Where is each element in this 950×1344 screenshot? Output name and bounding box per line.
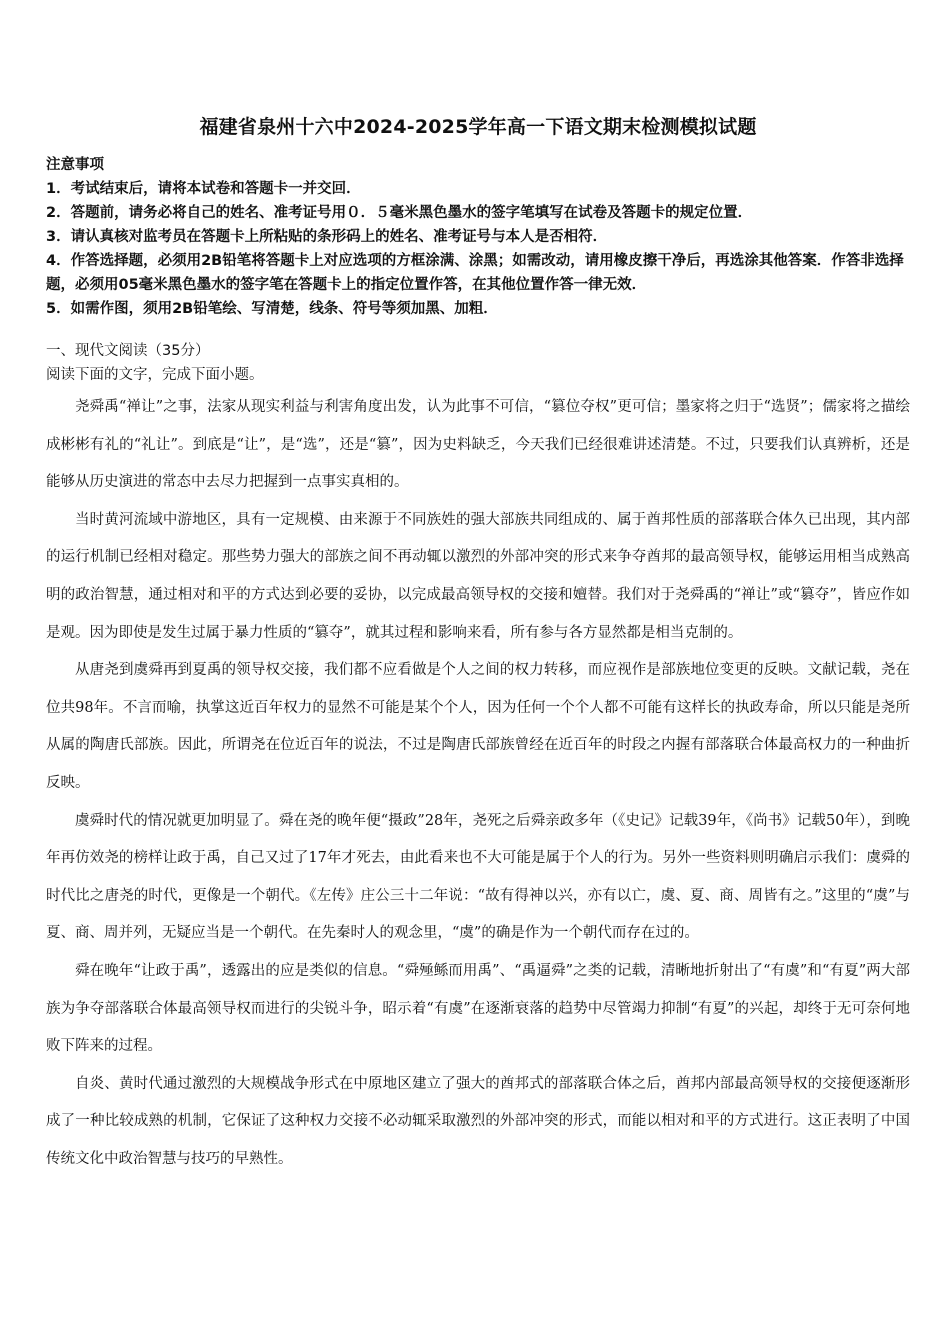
section-heading: 一、现代文阅读（35分）	[46, 343, 210, 359]
passage-paragraph-6: 自炎、黄时代通过激烈的大规模战争形式在中原地区建立了强大的酋邦式的部落联合体之后，酋邦内部最高领导权的交接便逐渐形成了一种比较成熟的机制，它保证了这种权力交接不必动辄采取激烈的外部冲突的形式，而能以相对和平的方式进行。这正表明了中国传统文化中政治智慧与技巧的早熟性。	[46, 1075, 910, 1167]
page-title: 福建省泉州十六中2024-2025学年高一下语文期末检测模拟试题	[199, 116, 757, 138]
reading-instruction: 阅读下面的文字，完成下面小题。	[46, 367, 264, 383]
passage-paragraph-4: 虞舜时代的情况就更加明显了。舜在尧的晚年便“摄政”28年，尧死之后舜亲政多年（《史记》记载39年，《尚书》记载50年），到晚年再仿效尧的榜样让政于禹，自己又过了17年才死去，由此看来也不大可能是属于个人的行为。另外一些资料则明确启示我们：虞舜的时代比之唐尧的时代，更像是一个朝代。《左传》庄公三十二年说：“故有得神以兴，亦有以亡，虞、夏、商、周皆有之。”这里的“虞”与夏、商、周并列，无疑应当是一个朝代。在先秦时人的观念里，“虞”的确是作为一个朝代而存在过的。	[46, 812, 910, 942]
exam-page	[46, 112, 910, 1178]
notice-heading: 注意事项	[46, 157, 104, 173]
reading-passage	[46, 389, 910, 1178]
passage-paragraph-2: 当时黄河流域中游地区，具有一定规模、由来源于不同族姓的强大部族共同组成的、属于酋邦性质的部落联合体久已出现，其内部的运行机制已经相对稳定。那些势力强大的部族之间不再动辄以激烈的外部冲突的形式来争夺酋邦的最高领导权，能够运用相当成熟高明的政治智慧，通过相对和平的方式达到必要的妥协，以完成最高领导权的交接和嬗替。我们对于尧舜禹的“禅让”或“篡夺”，皆应作如是观。因为即使是发生过属于暴力性质的“篡夺”，就其过程和影响来看，所有参与各方显然都是相当克制的。	[46, 511, 910, 641]
passage-paragraph-5: 舜在晚年“让政于禹”，透露出的应是类似的信息。“舜殛鲧而用禹”、“禹逼舜”之类的记载，清晰地折射出了“有虞”和“有夏”两大部族为争夺部落联合体最高领导权而进行的尖锐斗争，昭示着“有虞”在逐渐衰落的趋势中尽管竭力抑制“有夏”的兴起，却终于无可奈何地败下阵来的过程。	[46, 962, 910, 1055]
notice-item-5: 5．如需作图，须用2B铅笔绘、写清楚，线条、符号等须加黑、加粗．	[46, 301, 498, 317]
notice-item-4: 4．作答选择题，必须用2B铅笔将答题卡上对应选项的方框涂满、涂黑；如需改动，请用橡皮擦干净后，再选涂其他答案．作答非选择题，必须用05毫米黑色墨水的签字笔在答题卡上的指定位置作答，在其他位置作答一律无效．	[46, 253, 904, 293]
notice-item-2: 2．答题前，请务必将自己的姓名、准考证号用０．５毫米黑色墨水的签字笔填写在试卷及答题卡的规定位置．	[46, 205, 753, 221]
notice-item-1: 1．考试结束后，请将本试卷和答题卡一并交回．	[46, 181, 361, 197]
passage-paragraph-3: 从唐尧到虞舜再到夏禹的领导权交接，我们都不应看做是个人之间的权力转移，而应视作是部族地位变更的反映。文献记载，尧在位共98年。不言而喻，执掌这近百年权力的显然不可能是某个个人，因为任何一个个人都不可能有这样长的执政寿命，所以只能是尧所从属的陶唐氏部族。因此，所谓尧在位近百年的说法，不过是陶唐氏部族曾经在近百年的时段之内握有部落联合体最高权力的一种曲折反映。	[46, 662, 910, 791]
passage-paragraph-1: 尧舜禹“禅让”之事，法家从现实利益与利害角度出发，认为此事不可信，“篡位夺权”更可信；墨家将之归于“选贤”；儒家将之描绘成彬彬有礼的“礼让”。到底是“让”，是“选”，还是“篡”，因为史料缺乏，今天我们已经很难讲述清楚。不过，只要我们认真辨析，还是能够从历史演进的常态中去尽力把握到一点事实真相的。	[46, 399, 910, 491]
notice-block	[46, 153, 910, 321]
notice-item-3: 3．请认真核对监考员在答题卡上所粘贴的条形码上的姓名、准考证号与本人是否相符．	[46, 229, 608, 245]
